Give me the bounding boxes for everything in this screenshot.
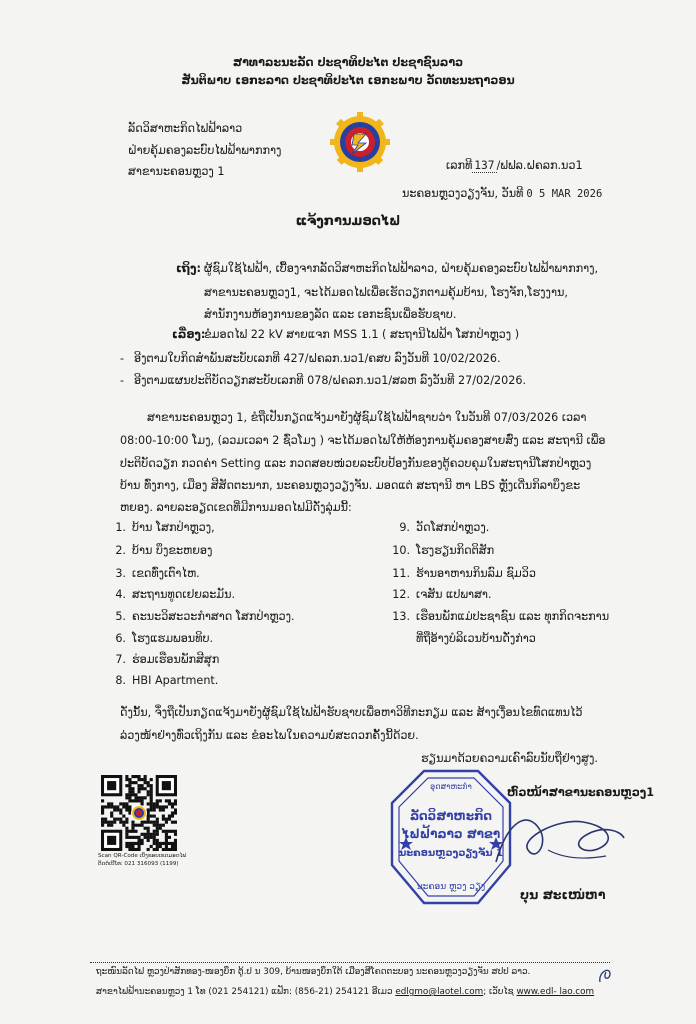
reference-item: - ອີງຕາມແຜນປະຕິບັດວຽກສະບັບເລກທີ 078/ຝຄລກ.ນວ1/ສລຫ ລົງວັນທີ 27/02/2026. <box>120 374 527 387</box>
to-line1: ຜູ້ຊົມໃຊ້ໄຟຟ້າ, ເບື້ອງຈາກລັດວິສາຫະກິດໄຟຟ້າລາວ, ຝ່າຍຄຸ້ມຄອງລະບົບໄຟຟ້າພາກກາງ, <box>204 262 599 275</box>
gear-icon <box>330 112 390 172</box>
signatory-title: ຫົວໜ້າສາຂານະຄອນຫຼວງ1 <box>507 786 655 799</box>
to-label: ເຖິງ: <box>176 262 201 275</box>
area-item: 8. HBI Apartment. <box>115 674 219 687</box>
national-header-line2: ສັນຕິພາບ ເອກະລາດ ປະຊາທິປະໄຕ ເອກະພາບ ວັດທະນະຖາວອນ <box>181 74 515 87</box>
qr-code-image <box>101 775 177 851</box>
reference-number: ເລກທີ 137 /ຟຟລ.ຝຄລກ.ນວ1 <box>446 159 583 172</box>
stamp-top-arc: ອຸດສາຫະກຳ <box>430 782 472 791</box>
footer-email-link[interactable]: edlgmo@laotel.com <box>395 987 484 997</box>
area-item: 10. ໂຮງຮຽນກິດຕິສັກ <box>392 544 495 557</box>
reference-item: - ອີງຕາມໃບກິດສໍາພັນສະບັບເລກທີ 427/ຝຄລກ.ນວ1/ຄສບ ລົງວັນທີ 10/02/2026. <box>120 352 501 365</box>
area-item: 1. ບ້ານ ໂສກປ່າຫຼວງ, <box>115 521 215 534</box>
body-line: ສາຂານະຄອນຫຼວງ 1, ຂໍຖືເປັນກຽດແຈ້ງມາຍັງຜູ້ຊົມໃຊ້ໄຟຟ້າຊາບວ່າ ໃນວັນທີ 07/03/2026 ເວລາ <box>147 411 587 424</box>
area-item: 2. ບ້ານ ບຶງຂະຫຍອງ <box>115 544 213 557</box>
signature <box>488 800 628 880</box>
subject-text: ຂໍມອດໄຟ 22 kV ສາຍແຈກ MSS 1.1 ( ສະຖານີໄຟຟ້າ ໂສກປ່າຫຼວງ ) <box>204 328 520 341</box>
footer-website-link[interactable]: www.edl- lao.com <box>516 987 595 997</box>
area-item: 13. ເຮືອນພັກແມ່ປະຊາຊົນ ແລະ ທຸກກິດຈະການ <box>392 610 610 623</box>
subject-label: ເລື່ອງ: <box>172 328 206 341</box>
stamp-line2: ໄຟຟ້າລາວ ສາຂາ <box>401 827 501 841</box>
stamp-bottom: ນະຄອນ ຫຼວງ ວຽງ <box>416 882 486 892</box>
footer-address: ຖະໜົນລັດໄຟ ຫຼວງປ່າສັກທອງ-ໜອງບຶກ ຕູ້.ປ ນ 309, ບ້ານໜອງບຶກໃຕ້ ເມືອງສີໂຄດຕະບອງ ນະຄອນຫຼວງວຽງຈັນ ສປປ ລາວ. <box>96 967 531 977</box>
org-line1: ລັດວິສາຫະກິດໄຟຟ້າລາວ <box>128 122 243 135</box>
area-item: ທີ່ຖືອ້າງບໍລິເວນບ້ານດັ່ງກ່າວ <box>416 632 536 645</box>
qr-caption2: ຕິດຕໍ່ເບີໂທ: 021 316093 (1199) <box>98 861 179 867</box>
handwritten-date: 0 5 MAR 2026 <box>526 188 603 200</box>
area-item: 3. ເຂດທົ່ງເຕົາໄຫ. <box>115 567 200 580</box>
closing-line: ດັ່ງນັ້ນ, ຈຶ່ງຖືເປັນກຽດແຈ້ງມາຍັງຜູ້ຊົມໃຊ້ໄຟຟ້າຮັບຊາບເພື່ອຫາວິທີກະກຽມ ແລະ ສ້າງເງື່ອນໄຂທົດແທນໄວ້ <box>120 706 583 719</box>
body-line: ບ້ານ ທົ່ງກາງ, ເມືອງ ສີສັດຕະນາກ, ນະຄອນຫຼວງວຽງຈັນ. ມອດແຕ່ ສະຖານີ ຫາ LBS ຫຼັງເດີ່ນກິລາບຶງຂະ <box>120 479 581 492</box>
area-item: 5. ຄະນະວິສະວະກຳສາດ ໂສກປ່າຫຼວງ. <box>115 610 295 623</box>
area-item: 12. ເຈສັນ ແປພາສາ. <box>392 588 492 601</box>
area-item: 4. ສະຖານທູດເຢຍລະມັນ. <box>115 588 236 601</box>
qr-caption1: Scan QR-Code ເບິ່ງຂອບເຂດມອດໄຟ <box>98 853 187 859</box>
signatory-name: ບຸນ ສະເໜ່ຫາ <box>520 887 606 902</box>
qr-code[interactable] <box>101 775 177 851</box>
regards: ຮຽນມາດ້ວຍຄວາມເຄົາລົບນັບຖືຢ່າງສູງ. <box>421 752 598 765</box>
stamp-line3: ນະຄອນຫຼວງວຽງຈັນ 1 <box>398 848 504 859</box>
footer-contact: ສາຂາໄຟຟ້ານະຄອນຫຼວງ 1 ໂທ (021 254121) ແຟັກ: (856-21) 254121 ອີເມວ edlgmo@laotel.com; ເວັບໄຊ www.edl- lao.com <box>96 987 595 997</box>
area-item: 11. ຮ້ານອາຫານກິນລົມ ຊົມວິວ <box>392 567 536 580</box>
org-line2: ຝ່າຍຄຸ້ມຄອງລະບົບໄຟຟ້າພາກກາງ <box>128 144 282 157</box>
edl-logo <box>330 112 390 172</box>
stamp-line1: ລັດວິສາຫະກິດ <box>409 809 493 823</box>
closing-line: ລ່ວງໜ້າຢ່າງທົ່ວເຖິງກັນ ແລະ ຂໍອະໄພໃນຄວາມບໍ່ສະດວກຄັ້ງນີ້ດ້ວຍ. <box>120 729 419 742</box>
to-line2: ສາຂານະຄອນຫຼວງ1, ຈະໄດ້ມອດໄຟເພື່ອເຮັດວຽກຕາມຄຸ້ມບ້ານ, ໂຮງຈັກ,ໂຮງງານ, <box>204 286 568 299</box>
document-title: ແຈ້ງການມອດໄຟ <box>295 214 401 229</box>
org-line3: ສາຂານະຄອນຫຼວງ 1 <box>128 165 225 178</box>
area-item: 6. ໂຮງແຮມພອນທິບ. <box>115 632 214 645</box>
body-line: ຫຍອງ. ລາຍລະອຽດເຂດທີ່ມີການມອດໄຟມີດັ່ງລຸ່ມນີ້: <box>120 501 352 514</box>
area-item: 7. ຮ່ອມເຮືອນພັກສີສຸກ <box>115 653 220 666</box>
area-item: 9. ວັດໂສກປ່າຫຼວງ. <box>399 521 490 534</box>
body-line: 08:00-10:00 ໂມງ, (ລວມເວລາ 2 ຊົ່ວໂມງ ) ຈະໄດ້ມອດໄຟໃຫ້ຫ້ອງການຄຸ້ມຄອງສາຍສົ່ງ ແລະ ສະຖານີ ເພື່ອ <box>120 434 606 447</box>
body-line: ປະຕິບັດວຽກ ກວດຄ່າ Setting ແລະ ກວດສອບໜ່ວຍລະບົບປ້ອງກັນຂອງຕູ້ຄວບຄຸມໃນສະຖານີໂສກປ່າຫຼວງ <box>120 457 592 470</box>
national-header-line1: ສາທາລະນະລັດ ປະຊາທິປະໄຕ ປະຊາຊົນລາວ <box>232 56 464 69</box>
handwritten-number: 137 <box>474 159 495 172</box>
place-date: ນະຄອນຫຼວງວຽງຈັນ, ວັນທີ 0 5 MAR 2026 <box>402 187 603 200</box>
to-line3: ສຳນັກງານຫ້ອງການຂອງລັດ ແລະ ເອກະຊົນເພື່ອຮັບຊາບ. <box>204 308 457 321</box>
initial-mark <box>596 964 616 986</box>
